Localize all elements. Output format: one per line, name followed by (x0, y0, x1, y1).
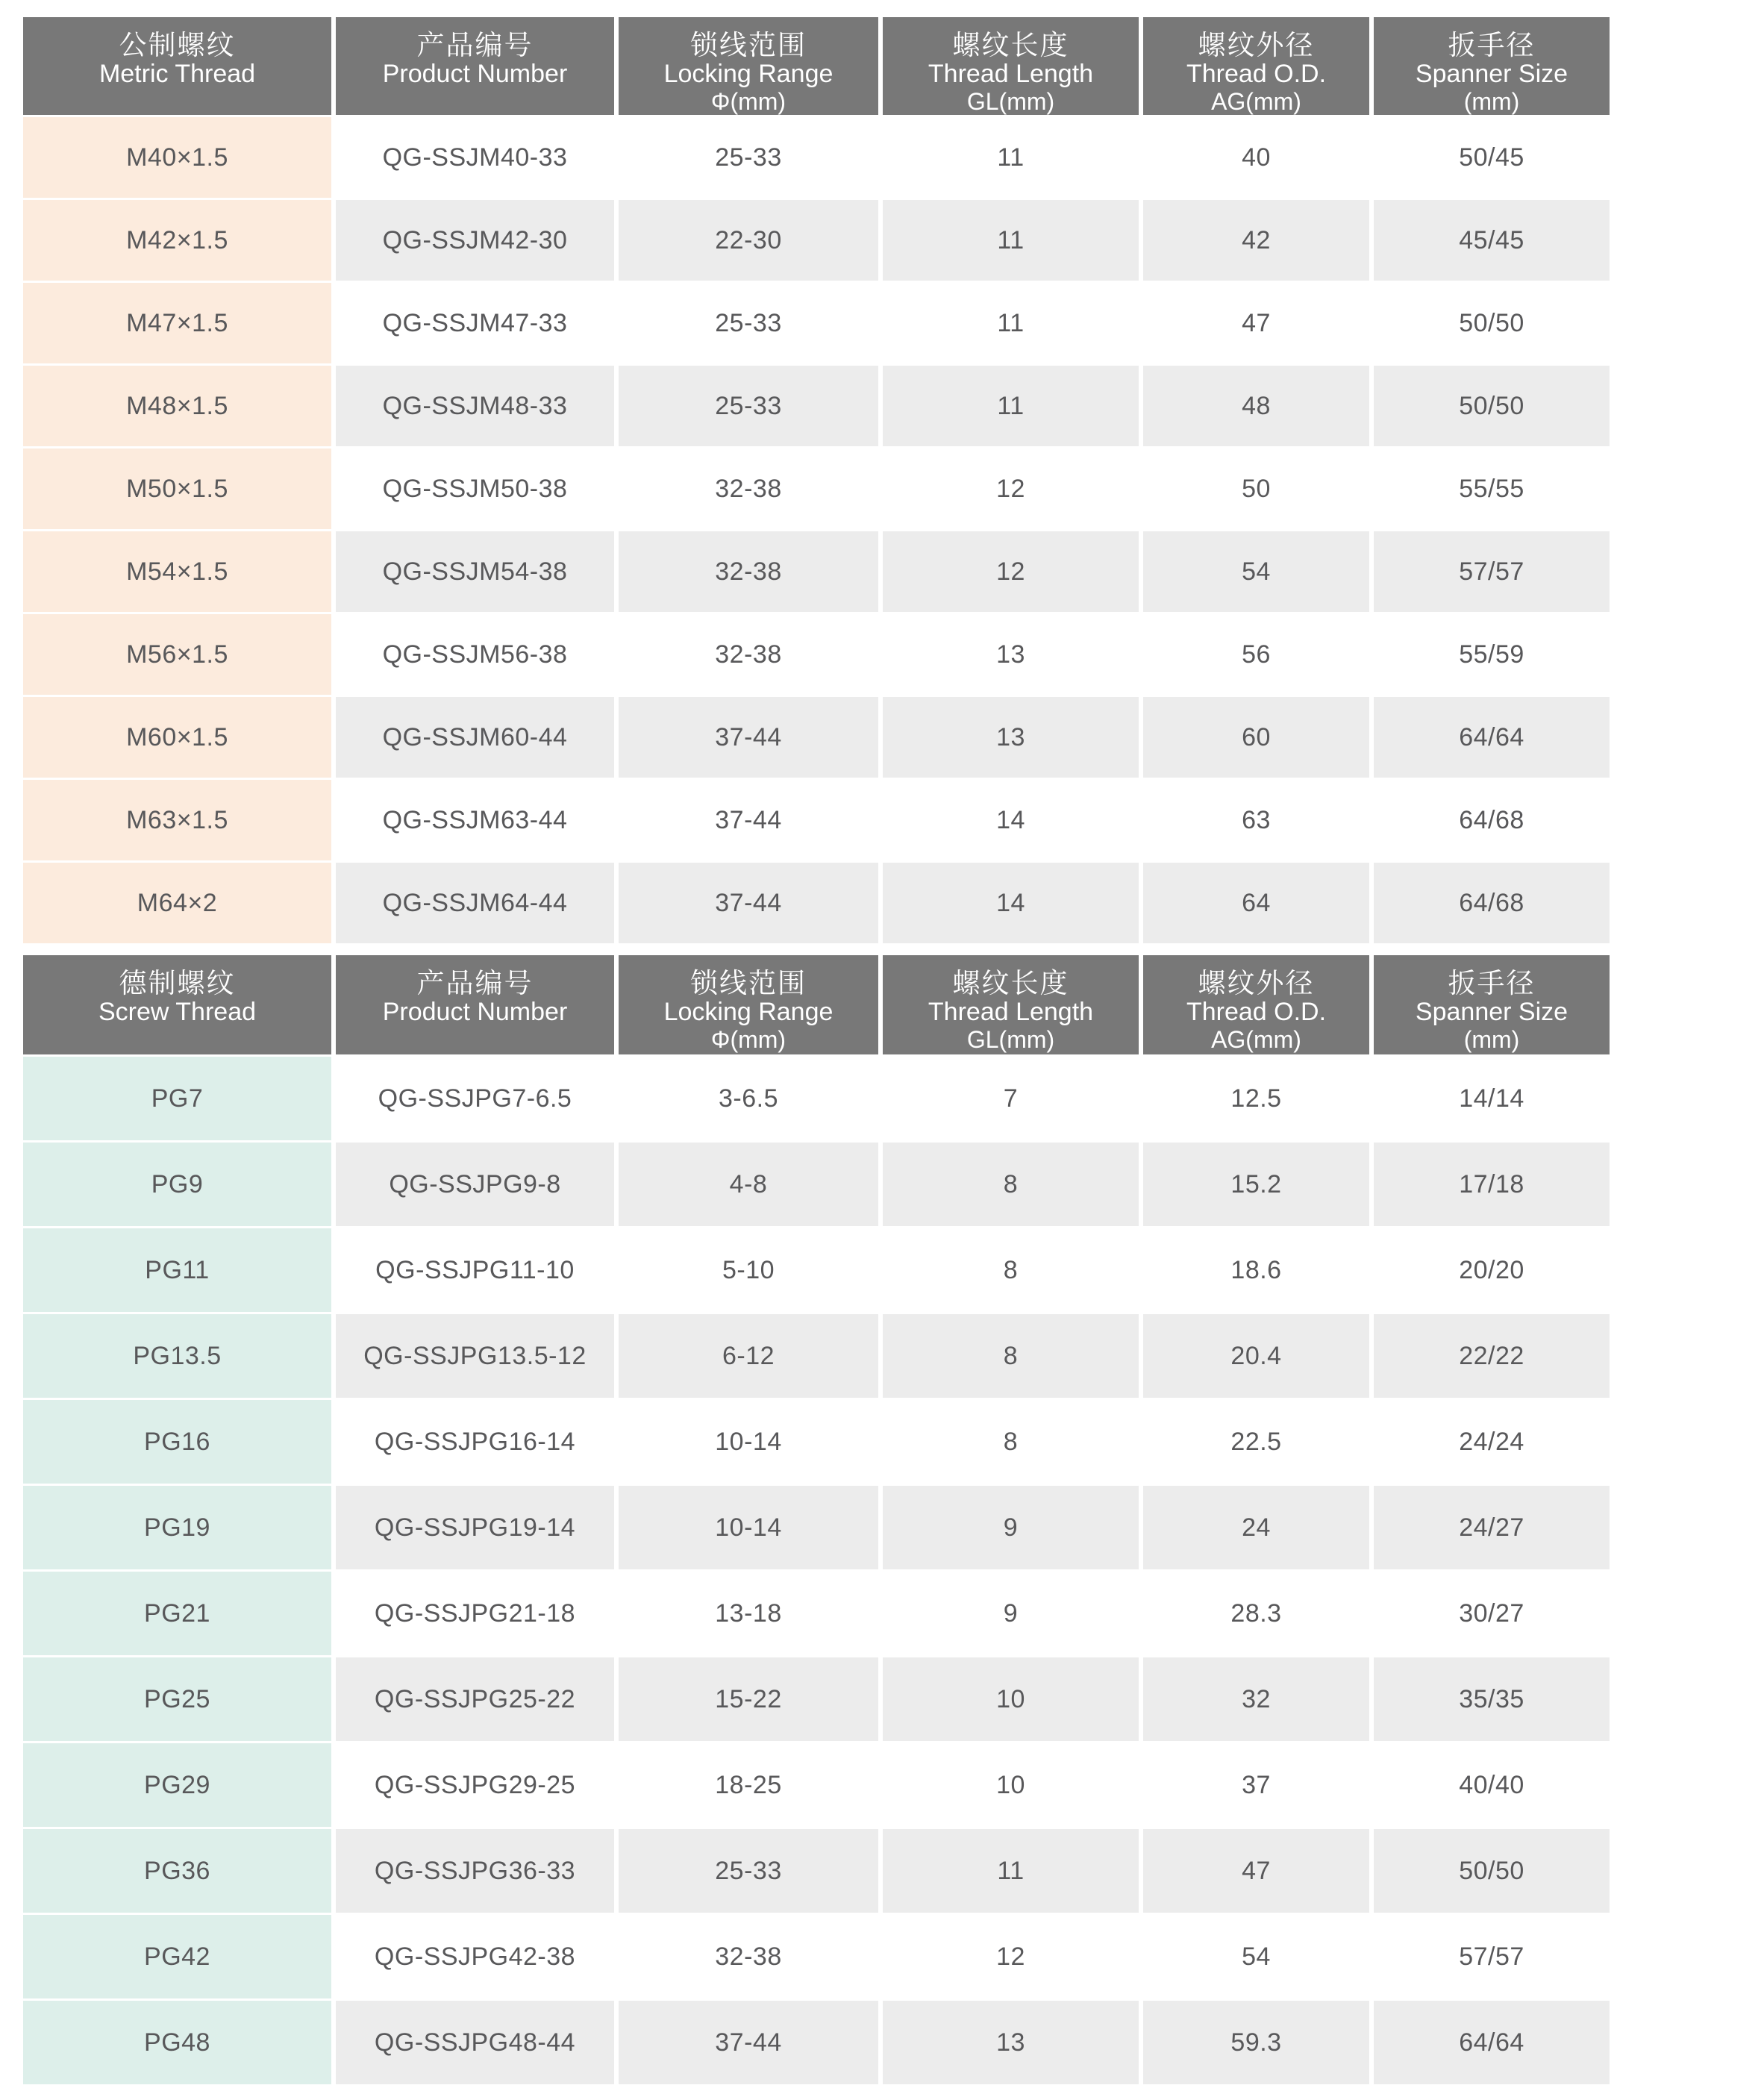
header-thread-size (23, 955, 331, 1054)
cell-spanner-size: 64/64 (1374, 2001, 1610, 2084)
cell-thread-od: 12.5 (1143, 1057, 1369, 1140)
cell-locking-range: 18-25 (619, 1743, 878, 1827)
cell-thread-od: 18.6 (1143, 1228, 1369, 1312)
cell-locking-range: 32-38 (619, 614, 878, 695)
cell-spanner-size: 57/57 (1374, 531, 1610, 612)
cell-thread-size: PG42 (23, 1915, 331, 1998)
cell-thread-length: 8 (883, 1400, 1139, 1484)
header-locking-range-en-label: Locking Range (663, 60, 833, 88)
cell-thread-od: 50 (1143, 449, 1369, 529)
cell-product-number: QG-SSJPG48-44 (336, 2001, 614, 2084)
cell-thread-size: M54×1.5 (23, 531, 331, 612)
header-thread-length-zh-label: 螺纹长度 (952, 968, 1069, 998)
cell-locking-range: 32-38 (619, 449, 878, 529)
cell-spanner-size: 24/24 (1374, 1400, 1610, 1484)
cell-thread-length: 13 (883, 697, 1139, 778)
cell-product-number: QG-SSJM48-33 (336, 366, 614, 446)
cell-thread-length: 12 (883, 531, 1139, 612)
cell-product-number: QG-SSJM63-44 (336, 780, 614, 860)
cell-thread-od: 40 (1143, 117, 1369, 198)
cell-spanner-size: 17/18 (1374, 1143, 1610, 1226)
header-thread-length-unit-label: GL(mm) (966, 1026, 1055, 1053)
cell-spanner-size: 45/45 (1374, 200, 1610, 281)
cell-spanner-size: 55/55 (1374, 449, 1610, 529)
pg-thread-table (23, 955, 1610, 2084)
cell-locking-range: 5-10 (619, 1228, 878, 1312)
cell-locking-range: 25-33 (619, 283, 878, 363)
header-thread-length-en-label: Thread Length (928, 60, 1094, 88)
cell-thread-od: 54 (1143, 531, 1369, 612)
header-thread-length-zh-label: 螺纹长度 (952, 30, 1069, 60)
header-spanner-size-en-label: Spanner Size (1415, 60, 1568, 88)
cell-product-number: QG-SSJPG7-6.5 (336, 1057, 614, 1140)
cell-thread-length: 13 (883, 614, 1139, 695)
cell-product-number: QG-SSJPG19-14 (336, 1486, 614, 1569)
cell-thread-size: PG13.5 (23, 1314, 331, 1398)
header-thread-size-zh-label: 公制螺纹 (119, 30, 236, 60)
cell-thread-size: M60×1.5 (23, 697, 331, 778)
header-thread-length-unit-label: GL(mm) (966, 88, 1055, 115)
cell-thread-od: 47 (1143, 1829, 1369, 1913)
cell-spanner-size: 64/68 (1374, 780, 1610, 860)
cell-locking-range: 37-44 (619, 780, 878, 860)
header-spanner-size-unit-label: (mm) (1463, 88, 1520, 115)
cell-thread-length: 8 (883, 1314, 1139, 1398)
cell-product-number: QG-SSJPG42-38 (336, 1915, 614, 1998)
cell-thread-size: PG16 (23, 1400, 331, 1484)
cell-thread-od: 42 (1143, 200, 1369, 281)
cell-product-number: QG-SSJPG36-33 (336, 1829, 614, 1913)
cell-thread-od: 63 (1143, 780, 1369, 860)
cell-spanner-size: 50/50 (1374, 366, 1610, 446)
header-thread-od (1143, 17, 1369, 115)
cell-product-number: QG-SSJPG9-8 (336, 1143, 614, 1226)
header-spanner-size (1374, 955, 1610, 1054)
cell-locking-range: 4-8 (619, 1143, 878, 1226)
cell-thread-length: 13 (883, 2001, 1139, 2084)
cell-product-number: QG-SSJPG25-22 (336, 1657, 614, 1741)
cell-spanner-size: 35/35 (1374, 1657, 1610, 1741)
metric-thread-table (23, 17, 1610, 943)
cell-product-number: QG-SSJM64-44 (336, 863, 614, 943)
cell-locking-range: 37-44 (619, 863, 878, 943)
cell-thread-od: 54 (1143, 1915, 1369, 1998)
cell-thread-od: 22.5 (1143, 1400, 1369, 1484)
cell-product-number: QG-SSJM56-38 (336, 614, 614, 695)
header-thread-od-zh-label: 螺纹外径 (1198, 30, 1315, 60)
cell-spanner-size: 20/20 (1374, 1228, 1610, 1312)
cell-locking-range: 37-44 (619, 697, 878, 778)
cell-locking-range: 37-44 (619, 2001, 878, 2084)
cell-thread-size: M48×1.5 (23, 366, 331, 446)
header-locking-range-en-label: Locking Range (663, 998, 833, 1026)
cell-product-number: QG-SSJM60-44 (336, 697, 614, 778)
cell-thread-size: M50×1.5 (23, 449, 331, 529)
cell-product-number: QG-SSJPG16-14 (336, 1400, 614, 1484)
header-product-number-en-label: Product Number (382, 60, 568, 88)
cell-product-number: QG-SSJPG13.5-12 (336, 1314, 614, 1398)
header-spanner-size-en-label: Spanner Size (1415, 998, 1568, 1026)
header-locking-range (619, 17, 878, 115)
cell-locking-range: 25-33 (619, 366, 878, 446)
header-locking-range (619, 955, 878, 1054)
cell-locking-range: 32-38 (619, 531, 878, 612)
cell-thread-size: M64×2 (23, 863, 331, 943)
cell-spanner-size: 22/22 (1374, 1314, 1610, 1398)
cell-product-number: QG-SSJM42-30 (336, 200, 614, 281)
cell-locking-range: 10-14 (619, 1486, 878, 1569)
cell-spanner-size: 30/27 (1374, 1572, 1610, 1655)
cell-thread-length: 8 (883, 1143, 1139, 1226)
cell-thread-od: 56 (1143, 614, 1369, 695)
header-spanner-size (1374, 17, 1610, 115)
header-product-number-zh-label: 产品编号 (416, 30, 534, 60)
cell-thread-size: PG29 (23, 1743, 331, 1827)
cell-thread-length: 12 (883, 1915, 1139, 1998)
header-product-number (336, 955, 614, 1054)
cell-thread-od: 60 (1143, 697, 1369, 778)
cell-spanner-size: 64/68 (1374, 863, 1610, 943)
cell-thread-length: 7 (883, 1057, 1139, 1140)
cell-locking-range: 3-6.5 (619, 1057, 878, 1140)
header-thread-od-en-label: Thread O.D. (1186, 998, 1327, 1026)
cell-thread-length: 12 (883, 449, 1139, 529)
header-thread-length (883, 955, 1139, 1054)
header-thread-length (883, 17, 1139, 115)
cell-spanner-size: 50/50 (1374, 283, 1610, 363)
cell-thread-od: 24 (1143, 1486, 1369, 1569)
cell-thread-size: M63×1.5 (23, 780, 331, 860)
header-product-number (336, 17, 614, 115)
cell-locking-range: 10-14 (619, 1400, 878, 1484)
header-thread-od-zh-label: 螺纹外径 (1198, 968, 1315, 998)
header-thread-size-en-label: Screw Thread (98, 998, 257, 1026)
cell-product-number: QG-SSJPG21-18 (336, 1572, 614, 1655)
cell-thread-size: M40×1.5 (23, 117, 331, 198)
cell-thread-od: 59.3 (1143, 2001, 1369, 2084)
cell-locking-range: 32-38 (619, 1915, 878, 1998)
cell-product-number: QG-SSJM40-33 (336, 117, 614, 198)
cell-product-number: QG-SSJM54-38 (336, 531, 614, 612)
cell-product-number: QG-SSJPG29-25 (336, 1743, 614, 1827)
header-thread-size-en-label: Metric Thread (98, 60, 256, 88)
cell-thread-od: 20.4 (1143, 1314, 1369, 1398)
cell-thread-od: 15.2 (1143, 1143, 1369, 1226)
cell-product-number: QG-SSJM50-38 (336, 449, 614, 529)
cell-spanner-size: 40/40 (1374, 1743, 1610, 1827)
cell-locking-range: 25-33 (619, 117, 878, 198)
header-spanner-size-zh-label: 扳手径 (1448, 968, 1536, 998)
header-thread-size (23, 17, 331, 115)
cell-thread-size: M56×1.5 (23, 614, 331, 695)
cell-thread-length: 11 (883, 366, 1139, 446)
cell-thread-length: 9 (883, 1486, 1139, 1569)
cell-thread-size: PG48 (23, 2001, 331, 2084)
cell-spanner-size: 50/45 (1374, 117, 1610, 198)
cell-product-number: QG-SSJPG11-10 (336, 1228, 614, 1312)
cell-locking-range: 25-33 (619, 1829, 878, 1913)
header-product-number-zh-label: 产品编号 (416, 968, 534, 998)
header-locking-range-unit-label: Φ(mm) (710, 88, 786, 115)
cell-locking-range: 15-22 (619, 1657, 878, 1741)
cell-thread-length: 11 (883, 283, 1139, 363)
cell-thread-length: 11 (883, 117, 1139, 198)
cell-thread-od: 47 (1143, 283, 1369, 363)
cell-locking-range: 6-12 (619, 1314, 878, 1398)
header-thread-od-en-label: Thread O.D. (1186, 60, 1327, 88)
header-thread-length-en-label: Thread Length (928, 998, 1094, 1026)
cell-thread-size: PG25 (23, 1657, 331, 1741)
header-thread-size-zh-label: 德制螺纹 (119, 968, 236, 998)
cell-thread-length: 8 (883, 1228, 1139, 1312)
header-thread-od-unit-label: AG(mm) (1211, 1026, 1301, 1053)
header-locking-range-unit-label: Φ(mm) (710, 1026, 786, 1053)
cell-thread-od: 32 (1143, 1657, 1369, 1741)
header-locking-range-zh-label: 锁线范围 (690, 968, 807, 998)
cell-thread-length: 14 (883, 863, 1139, 943)
header-product-number-en-label: Product Number (382, 998, 568, 1026)
header-thread-od (1143, 955, 1369, 1054)
cell-thread-od: 37 (1143, 1743, 1369, 1827)
cell-thread-size: M47×1.5 (23, 283, 331, 363)
cell-locking-range: 13-18 (619, 1572, 878, 1655)
cell-thread-size: PG19 (23, 1486, 331, 1569)
cell-spanner-size: 57/57 (1374, 1915, 1610, 1998)
cell-thread-size: PG11 (23, 1228, 331, 1312)
cell-locking-range: 22-30 (619, 200, 878, 281)
cell-thread-length: 9 (883, 1572, 1139, 1655)
cell-thread-od: 64 (1143, 863, 1369, 943)
cell-spanner-size: 24/27 (1374, 1486, 1610, 1569)
cell-thread-length: 14 (883, 780, 1139, 860)
cell-thread-size: PG36 (23, 1829, 331, 1913)
header-thread-od-unit-label: AG(mm) (1211, 88, 1301, 115)
cell-thread-od: 48 (1143, 366, 1369, 446)
cell-spanner-size: 50/50 (1374, 1829, 1610, 1913)
header-spanner-size-zh-label: 扳手径 (1448, 30, 1536, 60)
cell-spanner-size: 64/64 (1374, 697, 1610, 778)
cell-thread-length: 11 (883, 200, 1139, 281)
cell-thread-length: 10 (883, 1743, 1139, 1827)
header-locking-range-zh-label: 锁线范围 (690, 30, 807, 60)
cell-thread-size: PG21 (23, 1572, 331, 1655)
header-spanner-size-unit-label: (mm) (1463, 1026, 1520, 1053)
cell-thread-length: 11 (883, 1829, 1139, 1913)
cell-thread-size: M42×1.5 (23, 200, 331, 281)
cell-product-number: QG-SSJM47-33 (336, 283, 614, 363)
cell-spanner-size: 14/14 (1374, 1057, 1610, 1140)
cell-thread-length: 10 (883, 1657, 1139, 1741)
cell-thread-size: PG9 (23, 1143, 331, 1226)
cell-spanner-size: 55/59 (1374, 614, 1610, 695)
cell-thread-od: 28.3 (1143, 1572, 1369, 1655)
cell-thread-size: PG7 (23, 1057, 331, 1140)
